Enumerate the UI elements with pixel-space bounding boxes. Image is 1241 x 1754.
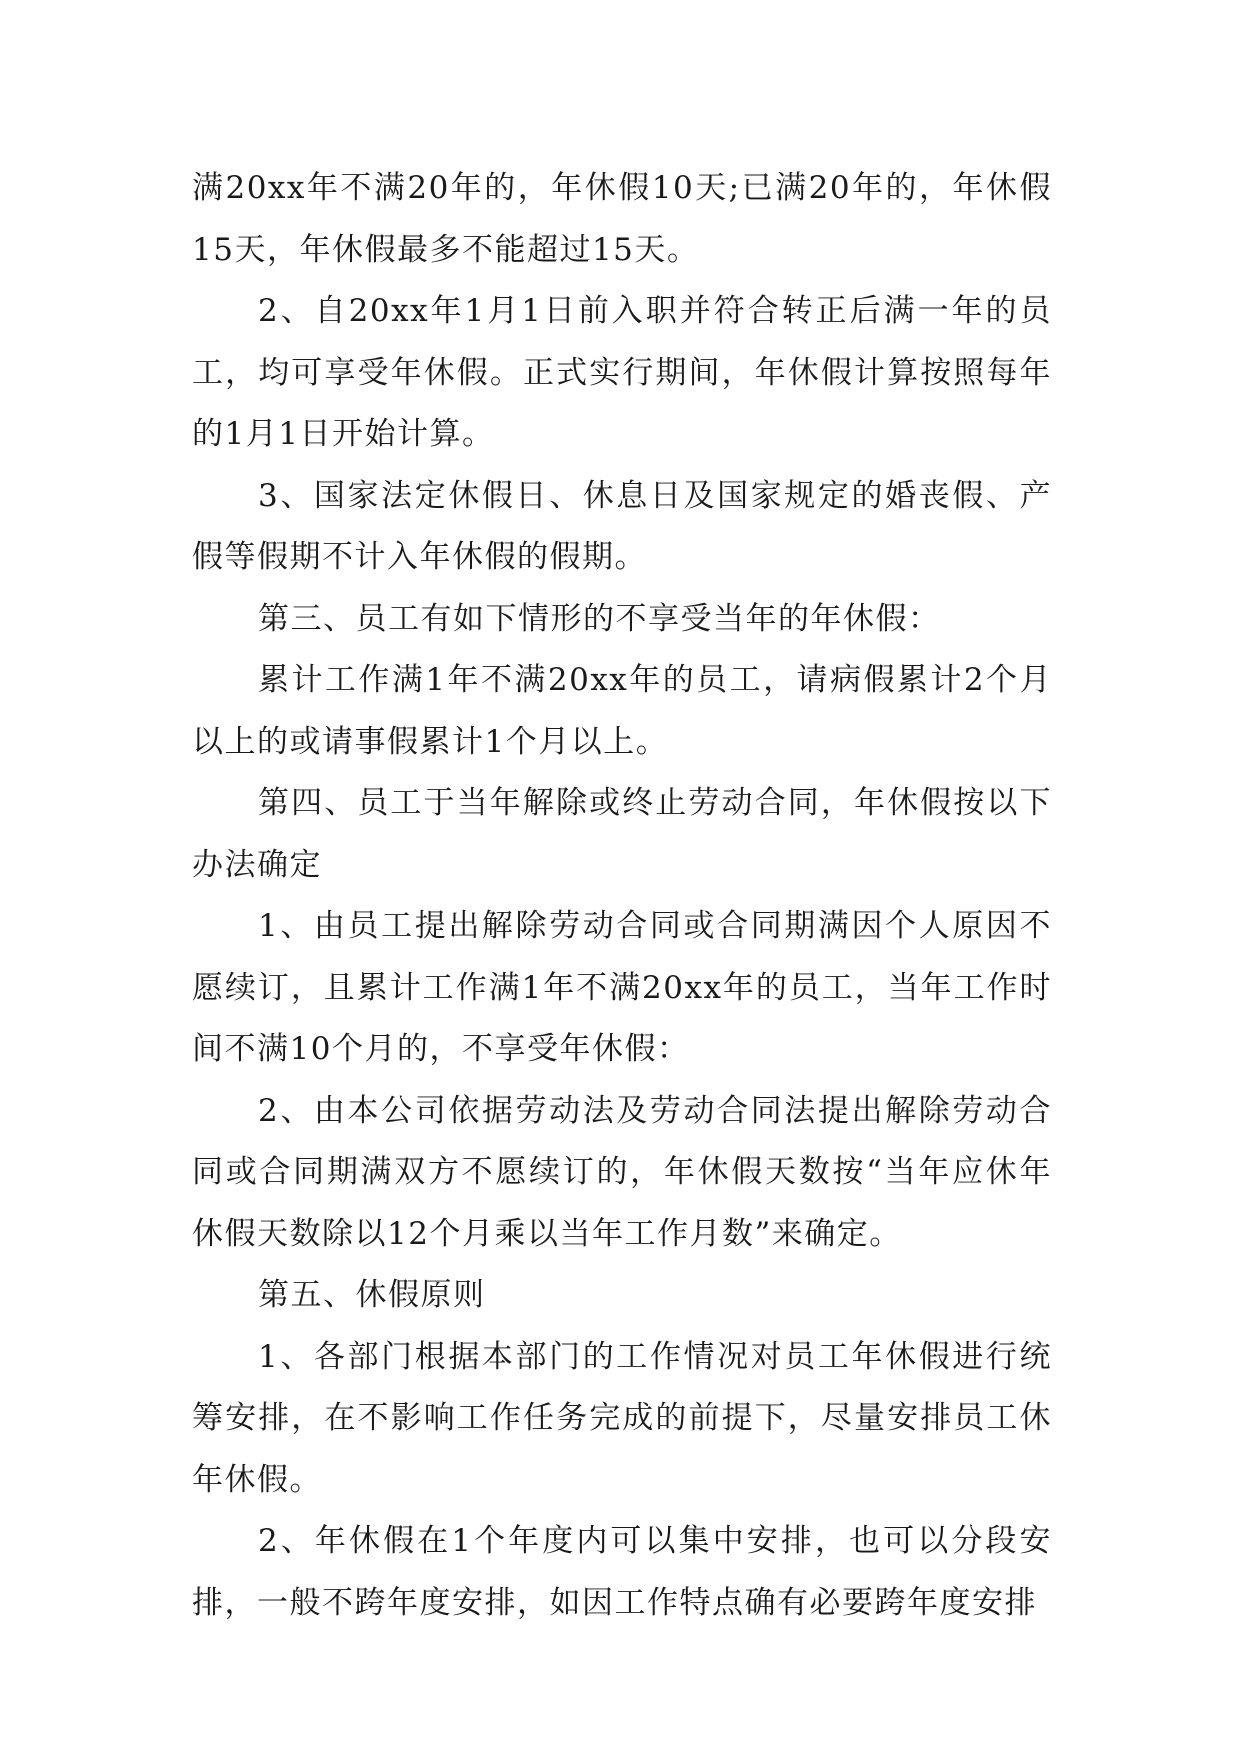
section-heading: 第四、员工于当年解除或终止劳动合同，年休假按以下办法确定 [192,785,1052,883]
paragraph: 2、自20xx年1月1日前入职并符合转正后满一年的员工，均可享受年休假。正式实行期间，年休假计算按照每年的1月1日开始计算。 [192,293,1052,452]
paragraph: 2、由本公司依据劳动法及劳动合同法提出解除劳动合同或合同期满双方不愿续订的，年休假天数按“当年应休年休假天数除以12个月乘以当年工作月数”来确定。 [192,1092,1052,1252]
document-body [192,158,1052,1634]
paragraph: 3、国家法定休假日、休息日及国家规定的婚丧假、产假等假期不计入年休假的假期。 [192,477,1052,575]
paragraph: 2、年休假在1个年度内可以集中安排，也可以分段安排，一般不跨年度安排，如因工作特点确有必要跨年度安排 [192,1523,1052,1621]
paragraph: 满20xx年不满20年的，年休假10天;已满20年的，年休假15天，年休假最多不能超过15天。 [192,170,1052,268]
paragraph: 1、由员工提出解除劳动合同或合同期满因个人原因不愿续订，且累计工作满1年不满20xx年的员工，当年工作时间不满10个月的，不享受年休假： [192,908,1052,1067]
section-heading: 第三、员工有如下情形的不享受当年的年休假： [258,600,941,637]
paragraph: 累计工作满1年不满20xx年的员工，请病假累计2个月以上的或请事假累计1个月以上。 [192,662,1052,760]
paragraph: 1、各部门根据本部门的工作情况对员工年休假进行统筹安排，在不影响工作任务完成的前提下，尽量安排员工休年休假。 [192,1338,1052,1498]
section-heading: 第五、休假原则 [258,1277,486,1313]
